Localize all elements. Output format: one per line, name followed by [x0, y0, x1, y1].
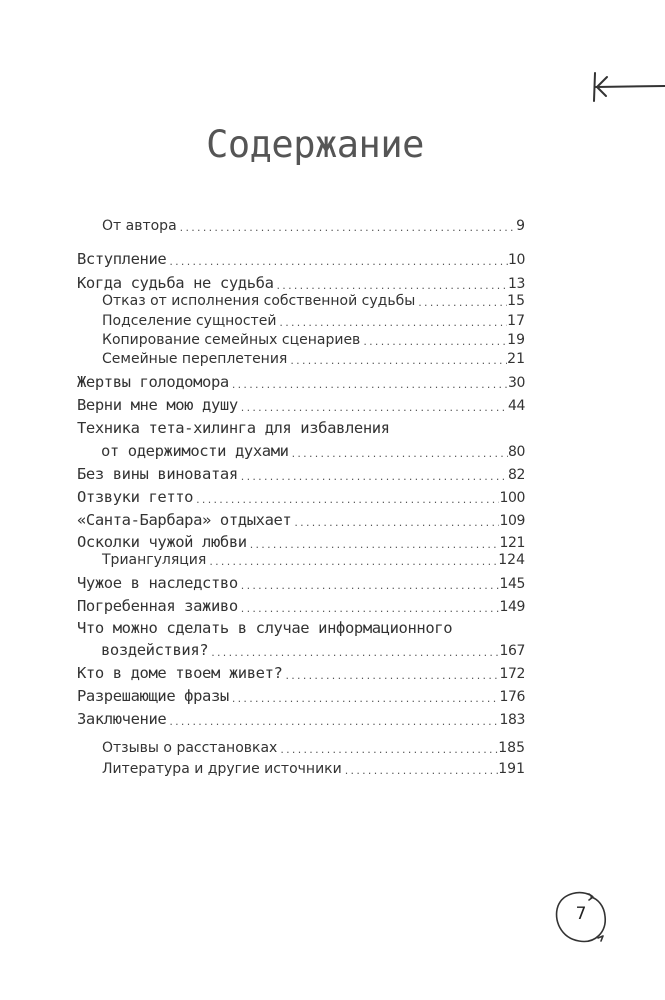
toc-entry-page: 191 [498, 761, 525, 777]
toc-entry-title: Триангуляция [102, 552, 207, 568]
dot-leader [238, 579, 500, 592]
toc-entry-title: Копирование семейных сценариев [102, 332, 361, 348]
dot-leader [206, 555, 498, 568]
toc-entry-title: воздействия? [101, 641, 209, 659]
dot-leader [177, 221, 516, 234]
toc-entry-title: Заключение [77, 710, 167, 728]
toc-subentry[interactable] [102, 552, 525, 568]
toc-entry[interactable] [77, 396, 525, 414]
dot-leader [247, 538, 500, 551]
toc-entry-title: Семейные переплетения [102, 351, 288, 367]
dot-leader [166, 715, 499, 728]
dot-leader [276, 316, 507, 329]
toc-entry-page: 44 [507, 398, 525, 414]
toc-subentry[interactable] [102, 761, 525, 777]
toc-entry-page: 167 [499, 643, 525, 659]
page-number: 7 [575, 904, 587, 924]
dot-leader [208, 646, 499, 659]
toc-entry-page: 145 [499, 576, 525, 592]
toc-entry-page: 176 [499, 689, 525, 705]
toc-entry-title: Без вины виноватая [77, 465, 238, 483]
toc-entry-title: Осколки чужой любви [77, 533, 247, 551]
toc-entry-page: 100 [499, 490, 525, 506]
toc-entry-page: 30 [507, 375, 525, 391]
toc-entry[interactable] [77, 664, 525, 682]
toc-entry[interactable] [77, 687, 525, 705]
dot-leader [289, 447, 508, 460]
toc-entry-page: 80 [507, 444, 525, 460]
toc-entry[interactable] [77, 274, 525, 292]
toc-entry-title: Жертвы голодомора [77, 373, 229, 391]
dot-leader [274, 279, 508, 292]
toc-entry-page: 185 [498, 740, 525, 756]
toc-subentry[interactable] [102, 293, 525, 309]
dot-leader [291, 516, 499, 529]
toc-entry-title: Разрешающие фразы [77, 687, 229, 705]
toc-entry-page: 15 [507, 293, 525, 309]
toc-entry-title: Верни мне мою душу [77, 396, 238, 414]
toc-entry[interactable] [77, 511, 525, 529]
dot-leader [282, 669, 499, 682]
toc-entry-title: Чужое в наследство [77, 574, 238, 592]
dot-leader [238, 602, 500, 615]
toc-entry-title-line1: Техника тета-хилинга для избавления [77, 419, 390, 437]
dot-leader [342, 764, 499, 777]
dot-leader [193, 493, 499, 506]
toc-entry-page: 82 [507, 467, 525, 483]
toc-entry-page: 13 [507, 276, 525, 292]
toc-entry-page: 17 [507, 313, 525, 329]
toc-entry-title: от одержимости духами [101, 442, 289, 460]
toc-entry[interactable] [77, 533, 525, 551]
toc-entry[interactable] [77, 710, 525, 728]
toc-entry-title: Литература и другие источники [102, 761, 342, 777]
dot-leader [166, 255, 508, 268]
toc-entry-page: 149 [499, 599, 525, 615]
toc-entry-page: 21 [507, 351, 525, 367]
toc-entry-title: Отзывы о расстановках [102, 740, 278, 756]
toc-subentry[interactable] [102, 740, 525, 756]
dot-leader [238, 470, 508, 483]
toc-entry-title-line1: Что можно сделать в случае информационного [77, 619, 453, 637]
toc-entry-page: 19 [507, 332, 525, 348]
toc-entry[interactable] [77, 373, 525, 391]
toc-entry-title: Отказ от исполнения собственной судьбы [102, 293, 416, 309]
toc-entry-page: 172 [499, 666, 525, 682]
toc-entry-title: Подселение сущностей [102, 313, 277, 329]
toc-entry[interactable] [77, 597, 525, 615]
toc-entry[interactable] [77, 488, 525, 506]
dot-leader [229, 692, 500, 705]
toc-entry-page: 9 [516, 218, 525, 234]
toc-entry-title: От автора [102, 218, 177, 234]
toc-entry-title: Когда судьба не судьба [77, 274, 274, 292]
toc-entry-page: 124 [498, 552, 525, 568]
dot-leader [360, 335, 507, 348]
toc-entry[interactable] [77, 250, 525, 268]
toc-entry-page: 121 [499, 535, 525, 551]
dot-leader [415, 296, 507, 309]
page-title: Содержание [206, 123, 424, 166]
toc-entry-page: 10 [507, 252, 525, 268]
toc-entry-title: Кто в доме твоем живет? [77, 664, 283, 682]
toc-entry[interactable] [77, 465, 525, 483]
toc-entry[interactable] [77, 574, 525, 592]
toc-subentry[interactable] [102, 313, 525, 329]
toc-entry-title: Вступление [77, 250, 167, 268]
toc-entry[interactable] [77, 442, 525, 460]
toc-subentry[interactable] [102, 332, 525, 348]
toc-entry[interactable] [77, 641, 525, 659]
toc-entry-page: 109 [499, 513, 525, 529]
dot-leader [229, 378, 508, 391]
dot-leader [277, 743, 498, 756]
dot-leader [287, 354, 507, 367]
dot-leader [238, 401, 508, 414]
toc-entry-page: 183 [499, 712, 525, 728]
toc-entry-title: «Санта-Барбара» отдыхает [77, 511, 292, 529]
toc-entry-title: Погребенная заживо [77, 597, 238, 615]
toc-entry-title: Отзвуки гетто [77, 488, 194, 506]
toc-subentry[interactable] [102, 351, 525, 367]
page-number-badge [551, 888, 611, 948]
toc-entry[interactable] [102, 218, 525, 234]
